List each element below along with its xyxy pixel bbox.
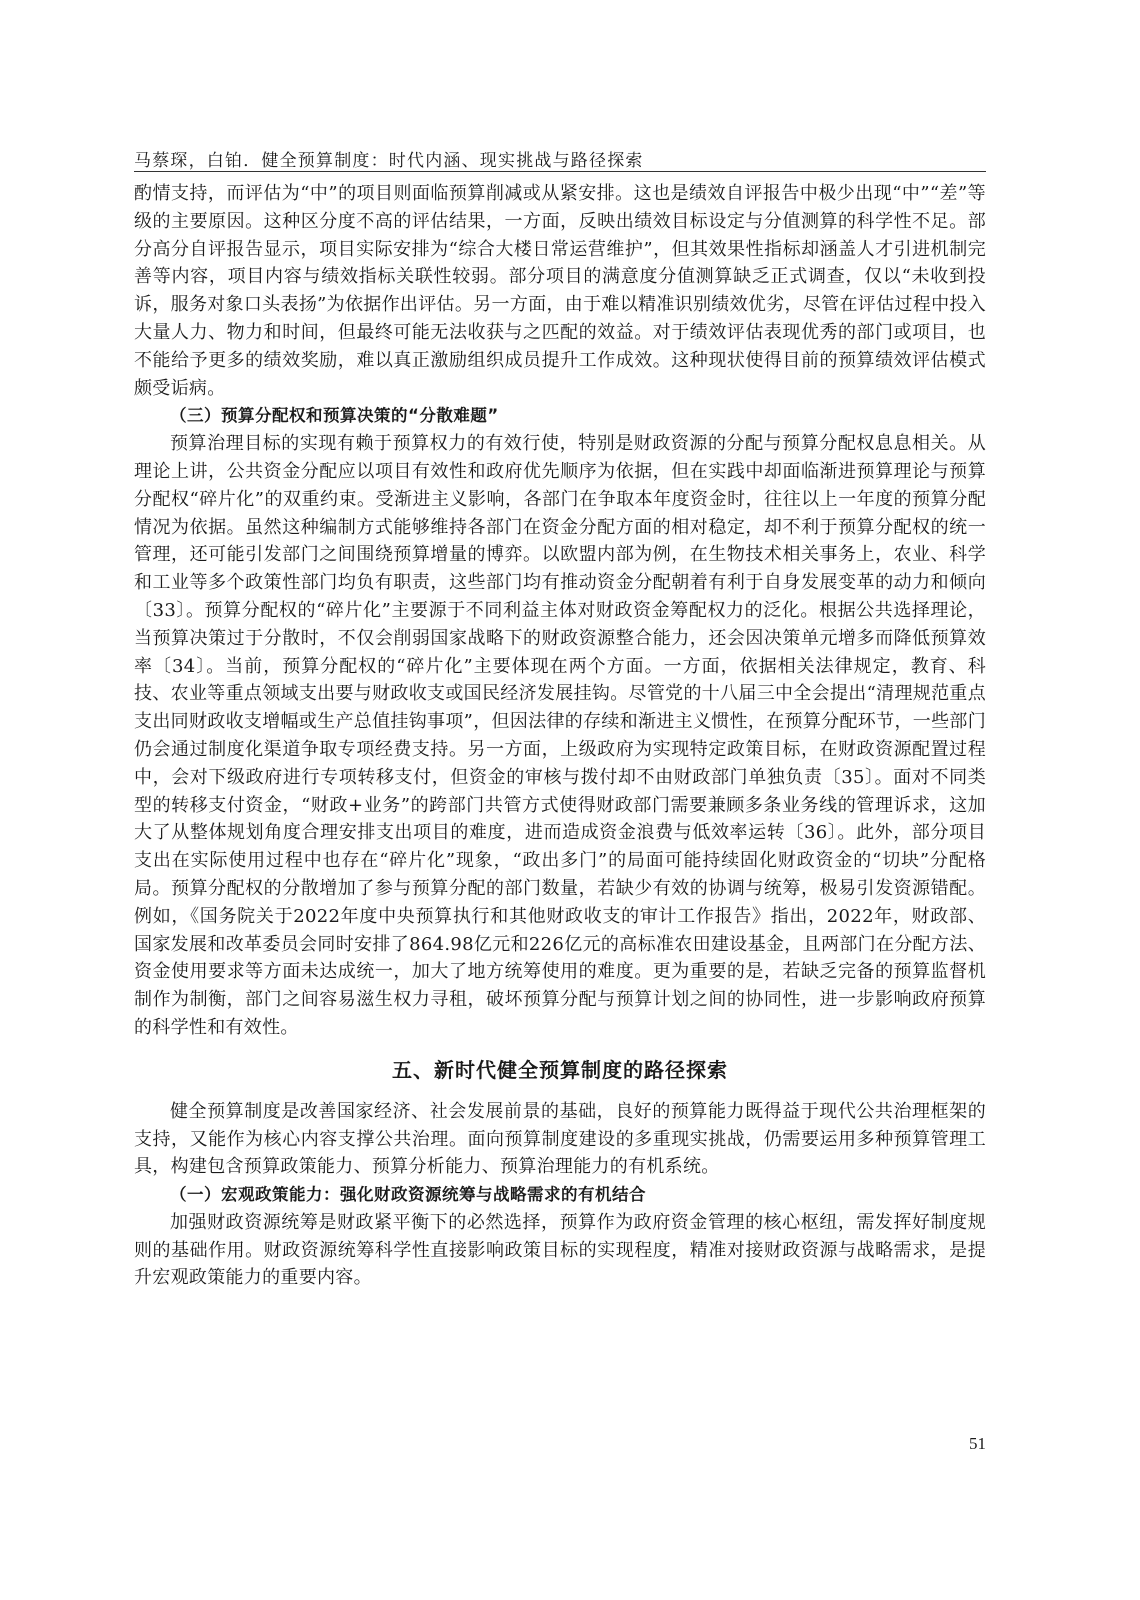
article-body <box>134 180 986 1292</box>
paragraph-continued: 酌情支持，而评估为“中”的项目则面临预算削减或从紧安排。这也是绩效自评报告中极少出现“中”“差”等级的主要原因。这种区分度不高的评估结果，一方面，反映出绩效目标设定与分值测算的科学性不足。部分高分自评报告显示，项目实际安排为“综合大楼日常运营维护”，但其效果性指标却涵盖人才引进机制完善等内容，项目内容与绩效指标关联性较弱。部分项目的满意度分值测算缺乏正式调查，仅以“未收到投诉，服务对象口头表扬”为依据作出评估。另一方面，由于难以精准识别绩效优劣，尽管在评估过程中投入大量人力、物力和时间，但最终可能无法收获与之匹配的效益。对于绩效评估表现优秀的部门或项目，也不能给予更多的绩效奖励，难以真正激励组织成员提升工作成效。这种现状使得目前的预算绩效评估模式颇受诟病。 <box>134 183 986 399</box>
running-header: 马蔡琛，白铂．健全预算制度：时代内涵、现实挑战与路径探索 <box>134 151 644 171</box>
subsection-heading-5-1: （一）宏观政策能力：强化财政资源统筹与战略需求的有机结合 <box>170 1185 646 1205</box>
page-number: 51 <box>969 1434 986 1453</box>
paragraph-macro-policy: 加强财政资源统筹是财政紧平衡下的必然选择，预算作为政府资金管理的核心枢纽，需发挥好制度规则的基础作用。财政资源统筹科学性直接影响政策目标的实现程度，精准对接财政资源与战略需求，是提升宏观政策能力的重要内容。 <box>134 1211 986 1289</box>
paragraph-budget-allocation: 预算治理目标的实现有赖于预算权力的有效行使，特别是财政资源的分配与预算分配权息息相关。从理论上讲，公共资金分配应以项目有效性和政府优先顺序为依据，但在实践中却面临渐进预算理论与预算分配权“碎片化”的双重约束。受渐进主义影响，各部门在争取本年度资金时，往往以上一年度的预算分配情况为依据。虽然这种编制方式能够维持各部门在资金分配方面的相对稳定，却不利于预算分配权的统一管理，还可能引发部门之间围绕预算增量的博弈。以欧盟内部为例，在生物技术相关事务上，农业、科学和工业等多个政策性部门均负有职责，这些部门均有推动资金分配朝着有利于自身发展变革的动力和倾向〔33〕。预算分配权的“碎片化”主要源于不同利益主体对财政资金筹配权力的泛化。根据公共选择理论，当预算决策过于分散时，不仅会削弱国家战略下的财政资源整合能力，还会因决策单元增多而降低预算效率〔34〕。当前，预算分配权的“碎片化”主要体现在两个方面。一方面，依据相关法律规定，教育、科技、农业等重点领域支出要与财政收支或国民经济发展挂钩。尽管党的十八届三中全会提出“清理规范重点支出同财政收支增幅或生产总值挂钩事项”，但因法律的存续和渐进主义惯性，在预算分配环节，一些部门仍会通过制度化渠道争取专项经费支持。另一方面，上级政府为实现特定政策目标，在财政资源配置过程中，会对下级政府进行专项转移支付，但资金的审核与拨付却不由财政部门单独负责〔35〕。面对不同类型的转移支付资金，“财政+业务”的跨部门共管方式使得财政部门需要兼顾多条业务线的管理诉求，这加大了从整体规划角度合理安排支出项目的难度，进而造成资金浪费与低效率运转〔36〕。此外，部分项目支出在实际使用过程中也存在“碎片化”现象，“政出多门”的局面可能持续固化财政资金的“切块”分配格局。预算分配权的分散增加了参与预算分配的部门数量，若缺少有效的协调与统筹，极易引发资源错配。例如，《国务院关于2022年度中央预算执行和其他财政收支的审计工作报告》指出，2022年，财政部、国家发展和改革委员会同时安排了864.98亿元和226亿元的高标准农田建设基金，且两部门在分配方法、资金使用要求等方面未达成统一，加大了地方统筹使用的难度。更为重要的是，若缺乏完备的预算监督机制作为制衡，部门之间容易滋生权力寻租，破坏预算分配与预算计划之间的协同性，进一步影响政府预算的科学性和有效性。 <box>134 433 986 1038</box>
section-heading-5: 五、新时代健全预算制度的路径探索 <box>392 1057 728 1082</box>
subsection-heading-3: （三）预算分配权和预算决策的“分散难题” <box>170 406 499 426</box>
paragraph-section-intro: 健全预算制度是改善国家经济、社会发展前景的基础，良好的预算能力既得益于现代公共治理框架的支持，又能作为核心内容支撑公共治理。面向预算制度建设的多重现实挑战，仍需要运用多种预算管理工具，构建包含预算政策能力、预算分析能力、预算治理能力的有机系统。 <box>134 1100 986 1178</box>
header-rule <box>134 171 986 172</box>
